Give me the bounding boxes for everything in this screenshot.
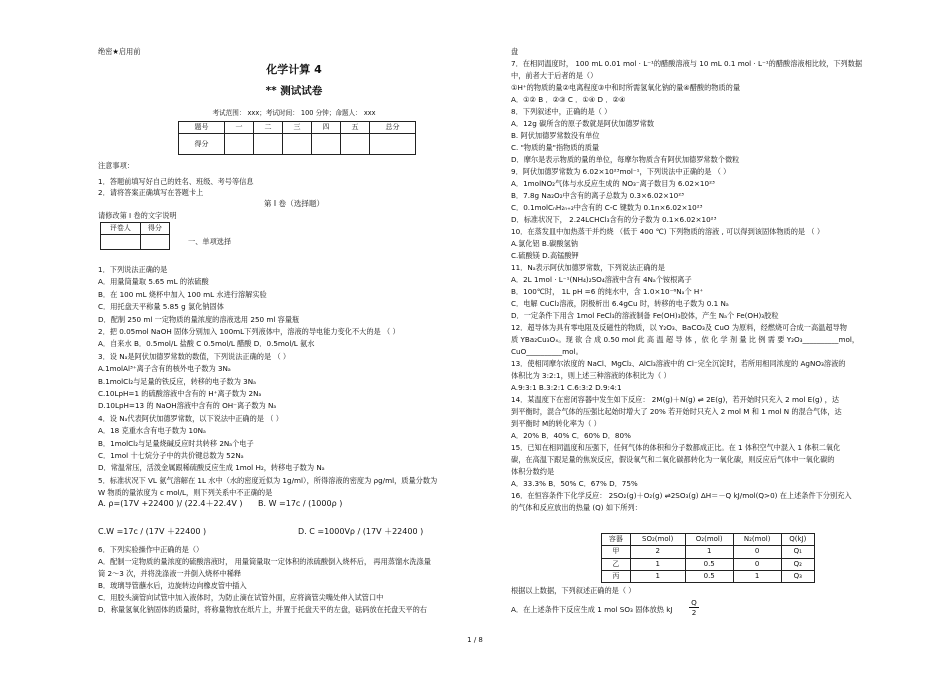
score-table bbox=[178, 121, 416, 155]
q5-option-c: C.W =17c / (17V ＋22400 ) bbox=[98, 527, 207, 536]
score-cell: 题号 bbox=[179, 122, 225, 134]
question-line: 10．在蒸发皿中加热蒸干并灼烧 （低于 400 ℃) 下列物质的溶液 , 可以得到该固体物质的是 （ ） bbox=[511, 227, 825, 236]
question-line: C．0.1molCₙH₂ₙ₊₂中含有的 C-C 键数为 0.1n×6.02×10²³ bbox=[511, 203, 703, 212]
q16-cell: 1 bbox=[630, 570, 685, 582]
grader-cell: 评卷人 bbox=[101, 223, 141, 235]
question-line: A．自来水 B．0.5mol/L 盐酸 C 0.5mol/L 醋酸 D．0.5mol/L 氨水 bbox=[98, 339, 315, 349]
q16-cell: 1 bbox=[733, 570, 781, 582]
question-line: 到平衡时 M的转化率为（ ） bbox=[511, 419, 601, 428]
q16-row bbox=[602, 570, 815, 582]
question-line: C.10LpH=1 的硫酸溶液中含有的 H⁺离子数为 2Nₐ bbox=[98, 389, 262, 398]
q16-cell: 1 bbox=[685, 546, 733, 558]
question-line: 11．Nₐ表示阿伏加德罗常数，下列说法正确的是 bbox=[511, 263, 665, 272]
question-line: B．在 100 mL 烧杯中加入 100 mL 水进行溶解实验 bbox=[98, 289, 267, 299]
q16-cell: N₂(mol) bbox=[733, 534, 781, 546]
q16-header-row bbox=[602, 534, 815, 546]
q16-cell: Q₃ bbox=[781, 570, 814, 582]
q16-table bbox=[601, 533, 815, 583]
question-line: C．用托盘天平称量 5.85 g 氯化钠固体 bbox=[98, 302, 224, 312]
question-line: 9．阿伏加德罗常数为 6.02×10²³mol⁻¹，下列说法中正确的是 （ ） bbox=[511, 167, 731, 176]
score-table-score-row bbox=[179, 134, 416, 155]
notes-item: 1．答题前填写好自己的姓名、班级、考号等信息 bbox=[98, 177, 254, 186]
question-line: 体积分数约是 bbox=[511, 467, 555, 476]
question-line: D．标准状况下， 2.24LCHCl₃含有的分子数为 0.1×6.02×10²³ bbox=[511, 215, 717, 224]
exam-subtitle: ** 测试试卷 bbox=[265, 85, 323, 97]
score-cell: 三 bbox=[282, 122, 311, 134]
question-line: A．33.3% B．50% C．67% D．75% bbox=[511, 479, 638, 488]
question-line: A．①② B ．②③ C ．①④ D ．②④ bbox=[511, 95, 626, 104]
secret-label: 绝密★启用前 bbox=[98, 47, 141, 56]
q16-cell: 0.5 bbox=[685, 558, 733, 570]
question-line: A．12g 碳所含的原子数就是阿伏加德罗常数 bbox=[511, 119, 655, 128]
question-line: 到平衡时，混合气体的压强比起始时增大了 20% 若开始时只充入 2 mol M 和 1 mol N 的混合气体，达 bbox=[511, 407, 842, 416]
question-line: 质 YBa₂Cu₃Oₓ。现 欲 合 成 0.50 mol 此 高 温 超 导 体 ，依 化 学 剂 量 比 例 需 要 Y₂O₃__________mol， bbox=[511, 335, 860, 344]
q16-row bbox=[602, 558, 815, 570]
question-line: B．100℃时， 1L pH =6 的纯水中，含 1.0×10⁻⁶Nₐ个 H⁺ bbox=[511, 287, 704, 296]
q16-cell: 0.5 bbox=[685, 570, 733, 582]
question-line: B.1molCl₂与足量的铁反应，转移的电子数为 3Nₐ bbox=[98, 376, 256, 386]
question-line: 筒 2～3 次，并将洗涤液一并倒入烧杯中稀释 bbox=[98, 569, 242, 578]
fraction-denominator: 2 bbox=[691, 608, 697, 617]
part-heading: 一、单项选择 bbox=[188, 237, 232, 246]
grader-cell: 得分 bbox=[140, 223, 169, 235]
question-line: D．摩尔是表示物质的量的单位，每摩尔物质含有阿伏加德罗常数个微粒 bbox=[511, 155, 740, 164]
question-line: 8．下列叙述中，正确的是（ ） bbox=[511, 107, 612, 116]
question-line: B．7.8g Na₂O₂中含有的离子总数为 0.3×6.02×10²³ bbox=[511, 191, 684, 200]
question-line: 的气体和反应放出的热量 (Q) 如下所列： bbox=[511, 503, 642, 512]
q16-cell: 2 bbox=[630, 546, 685, 558]
question-line: A．1molNO₂气体与水反应生成的 NO₃⁻离子数目为 6.02×10²³ bbox=[511, 179, 715, 188]
q16-cell: 0 bbox=[733, 558, 781, 570]
q5-option-a: A. ρ=(17V +22400 )/ (22.4＋22.4V ) bbox=[98, 499, 243, 508]
question-line: A．20% B．40% C．60% D．80% bbox=[511, 431, 631, 440]
question-line: 3．设 Nₐ是阿伏加德罗常数的数值，下列说法正确的是 （ ） bbox=[98, 351, 291, 361]
score-cell: 总分 bbox=[370, 122, 416, 134]
q16-fraction bbox=[689, 598, 699, 617]
q16-cell: Q(kJ) bbox=[781, 534, 814, 546]
question-line: A.氯化铝 B.碳酸氢钠 bbox=[511, 239, 578, 248]
question-line: 盘 bbox=[511, 47, 519, 56]
q16-option-a: A．在上述条件下反应生成 1 mol SO₃ 固体放热 kJ bbox=[511, 605, 673, 614]
question-line: C.硫酸镁 D.高锰酸钾 bbox=[511, 251, 579, 260]
exam-info: 考试范围： xxx；考试时间： 100 分钟；命题人： xxx bbox=[212, 109, 376, 117]
q16-prompt: 根据以上数据，下列叙述正确的是（ ） bbox=[511, 586, 636, 595]
score-cell bbox=[224, 134, 253, 155]
question-line: ①H⁺的物质的量②电离程度③中和时所需氢氧化钠的量④醋酸的物质的量 bbox=[511, 83, 741, 92]
question-line: 13．使相同摩尔浓度的 NaCl、MgCl₂、AlCl₃溶液中的 Cl⁻完全沉淀时，若所用相同浓度的 AgNO₃溶液的 bbox=[511, 359, 846, 368]
q16-cell: 乙 bbox=[602, 558, 631, 570]
question-line: C．电解 CuCl₂溶液，阴极析出 6.4gCu 时，转移的电子数为 0.1 Nₐ bbox=[511, 299, 729, 308]
question-line: 体积比为 3:2:1，则上述三种溶液的体积比为（ ） bbox=[511, 371, 671, 380]
question-line: CuO__________mol。 bbox=[511, 347, 583, 356]
question-line: 16．在恒容条件下化学反应： 2SO₂(g)＋O₂(g) ⇌2SO₃(g) ΔH＝－Q kJ/mol(Q>0) 在上述条件下分别充入 bbox=[511, 491, 852, 500]
page-number: 1 / 8 bbox=[467, 636, 483, 644]
question-line: A.9:3:1 B.3:2:1 C.6:3:2 D.9:4:1 bbox=[511, 383, 622, 392]
question-line: A．2L 1mol · L⁻¹(NH₄)₂SO₄溶液中含有 4Nₐ个铵根离子 bbox=[511, 275, 692, 284]
q16-cell: 甲 bbox=[602, 546, 631, 558]
question-line: A．配制一定物质的量浓度的硫酸溶液时， 用量筒量取一定体积的浓硫酸倒入烧杯后， 再用蒸馏水洗涤量 bbox=[98, 557, 431, 566]
q16-cell: 0 bbox=[733, 546, 781, 558]
score-cell: 二 bbox=[253, 122, 282, 134]
question-line: D.10LpH=13 的 NaOH溶液中含有的 OH⁻离子数为 Nₐ bbox=[98, 401, 277, 411]
score-cell bbox=[282, 134, 311, 155]
q16-cell: 容器 bbox=[602, 534, 631, 546]
score-cell bbox=[253, 134, 282, 155]
grader-table bbox=[100, 222, 170, 250]
score-cell bbox=[370, 134, 416, 155]
question-line: C. "物质的量"指物质的质量 bbox=[511, 143, 600, 152]
question-line: 1．下列说法正确的是 bbox=[98, 265, 168, 274]
question-line: 4．设 Nₐ代表阿伏加德罗常数，以下说法中正确的是 （ ） bbox=[98, 413, 283, 423]
question-line: D．常温常压，活泼金属跟稀硫酸反应生成 1mol H₂，转移电子数为 Nₐ bbox=[98, 463, 325, 473]
question-line: 6．下列实验操作中正确的是（） bbox=[98, 545, 204, 554]
q16-cell: Q₂ bbox=[781, 558, 814, 570]
question-line: B．1molCl₂与足量烧碱反应时共转移 2Nₐ个电子 bbox=[98, 438, 254, 448]
score-cell: 五 bbox=[341, 122, 370, 134]
q16-cell: 1 bbox=[630, 558, 685, 570]
question-line: A.1molAl³⁺离子含有的核外电子数为 3Nₐ bbox=[98, 364, 231, 374]
question-line: A．用量筒量取 5.65 mL 的浓硫酸 bbox=[98, 277, 209, 287]
notes-item: 2．请将答案正确填写在答题卡上 bbox=[98, 188, 204, 197]
q5-option-d: D. C =1000Vρ / (17V ＋22400 ) bbox=[298, 527, 424, 536]
section-instruction: 请修改第 I 卷的文字说明 bbox=[98, 211, 177, 220]
score-cell bbox=[341, 134, 370, 155]
question-line: D．一定条件下用含 1mol FeCl₃的溶液制备 Fe(OH)₃胶体，产生 Nₐ个 Fe(OH)₃胶粒 bbox=[511, 311, 779, 320]
score-cell: 得分 bbox=[179, 134, 225, 155]
q16-row bbox=[602, 546, 815, 558]
score-cell: 一 bbox=[224, 122, 253, 134]
score-cell: 四 bbox=[311, 122, 340, 134]
grader-cell bbox=[101, 235, 141, 250]
question-line: A．18 克重水含有电子数为 10Nₐ bbox=[98, 426, 206, 436]
question-line: W 物质的量浓度为 c mol/L，则下列关系中不正确的是 bbox=[98, 488, 273, 498]
q16-cell: 丙 bbox=[602, 570, 631, 582]
section-title: 第 I 卷（选择题） bbox=[263, 199, 325, 208]
q5-option-b: B. W =17c / (1000ρ ) bbox=[258, 499, 343, 508]
question-line: 5．标准状况下 VL 氨气溶解在 1L 水中（水的密度近似为 1g/ml），所得溶液的密度为 ρg/ml，质量分数为 bbox=[98, 475, 438, 485]
notes-title: 注意事项： bbox=[98, 161, 134, 170]
question-line: B．玻璃导管蘸水后，边旋转边向橡皮管中插入 bbox=[98, 581, 247, 590]
question-line: 12．超导体为具有零电阻及反磁性的物质，以 Y₂O₃、BaCO₃及 CuO 为原料，经燃烧可合成一高温超导物 bbox=[511, 323, 847, 332]
exam-title: 化学计算 4 bbox=[266, 63, 322, 76]
question-line: 中，前者大于后者的是（） bbox=[511, 71, 598, 80]
question-line: 碳，在高温下跟足量的焦炭反应，假设氧气和二氧化碳都转化为一氧化碳，则反应后气体中一氧化碳的 bbox=[511, 455, 835, 464]
question-line: B. 阿伏加德罗常数没有单位 bbox=[511, 131, 600, 140]
score-table-header-row bbox=[179, 122, 416, 134]
question-line: 15．已知在相同温度和压强下，任何气体的体积和分子数都成正比。在 1 体积空气中混入 1 体积二氧化 bbox=[511, 443, 841, 452]
q16-cell: SO₂(mol) bbox=[630, 534, 685, 546]
grader-cell bbox=[140, 235, 169, 250]
question-line: C．1mol 十七烷分子中的共价键总数为 52Nₐ bbox=[98, 451, 244, 460]
fraction-numerator: Q bbox=[689, 598, 699, 608]
score-cell bbox=[311, 134, 340, 155]
question-line: D．配制 250 ml 一定物质的量浓度的溶液选用 250 ml 容量瓶 bbox=[98, 314, 300, 324]
question-line: 7．在相同温度时， 100 mL 0.01 mol · L⁻¹的醋酸溶液与 10 mL 0.1 mol · L⁻¹的醋酸溶液相比较，下列数据 bbox=[511, 59, 863, 68]
q16-cell: Q₁ bbox=[781, 546, 814, 558]
question-line: C．用胶头滴管向试管中加入液体时，为防止滴在试管外面，应将滴管尖嘴处伸入试管口中 bbox=[98, 593, 384, 602]
question-line: 2．把 0.05mol NaOH 固体分别加入 100mL下列液体中，溶液的导电能力变化不大的是 （ ） bbox=[98, 327, 400, 336]
question-line: D．称量氢氧化钠固体的质量时，将称量物放在纸片上，并置于托盘天平的左盘，砝码放在托盘天平的右 bbox=[98, 605, 427, 614]
question-line: 14．某温度下在密闭容器中发生如下反应： 2M(g)＋N(g) ⇌ 2E(g)，若开始时只充入 2 mol E(g) ，达 bbox=[511, 395, 840, 404]
q16-cell: O₂(mol) bbox=[685, 534, 733, 546]
